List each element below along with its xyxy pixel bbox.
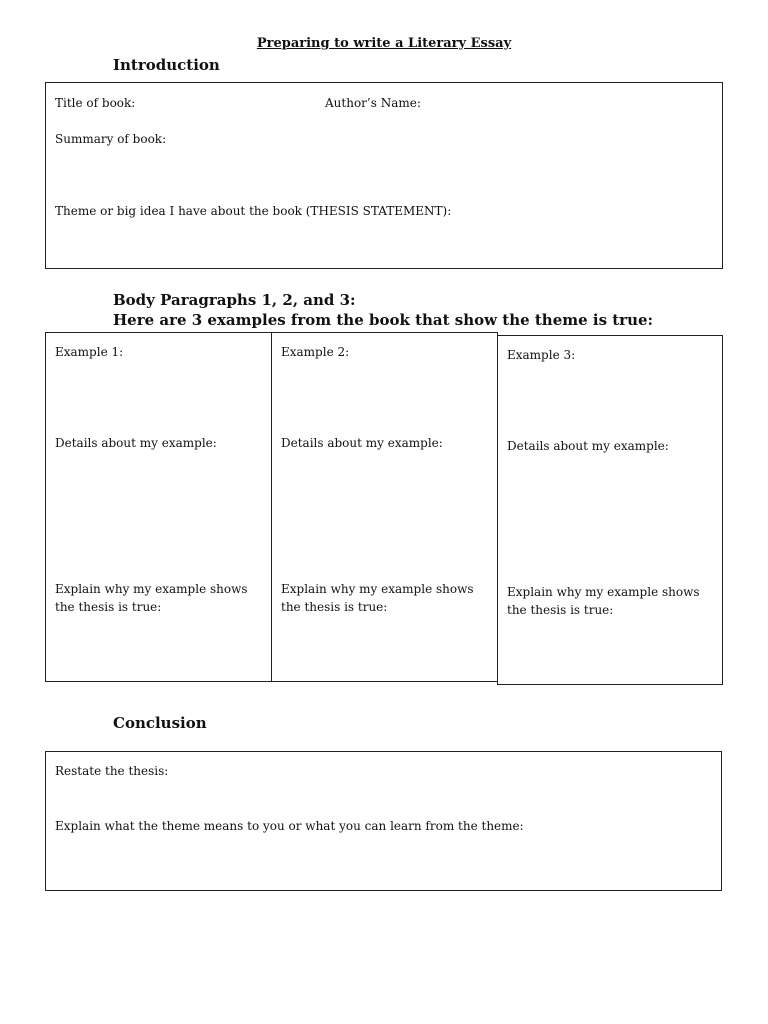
conclusion-box [45,751,722,891]
body-heading-line1: Body Paragraphs 1, 2, and 3: [113,291,356,309]
body-heading-line2: Here are 3 examples from the book that show the theme is true: [113,311,654,329]
theme-label: Theme or big idea I have about the book (THESIS STATEMENT): [55,204,452,218]
example-1-box [45,332,272,682]
introduction-box [45,82,723,269]
title-of-book-label: Title of book: [55,96,136,110]
example-3-details-label: Details about my example: [507,439,669,453]
restate-thesis-label: Restate the thesis: [55,764,169,778]
example-2-explain-label: Explain why my example shows the thesis is true: [281,582,474,614]
theme-meaning-label: Explain what the theme means to you or what you can learn from the theme: [55,819,524,833]
introduction-heading: Introduction [113,56,220,74]
summary-label: Summary of book: [55,132,167,146]
conclusion-heading: Conclusion [113,714,207,732]
example-3-label: Example 3: [507,348,576,362]
example-3-explain-label: Explain why my example shows the thesis is true: [507,585,700,617]
example-1-explain-label: Explain why my example shows the thesis is true: [55,582,248,614]
example-2-box [271,332,498,682]
example-1-label: Example 1: [55,345,124,359]
example-2-label: Example 2: [281,345,350,359]
author-name-label: Author’s Name: [325,96,421,110]
document-title: Preparing to write a Literary Essay [256,36,512,51]
example-2-details-label: Details about my example: [281,436,443,450]
example-3-box [497,335,723,685]
example-1-details-label: Details about my example: [55,436,217,450]
